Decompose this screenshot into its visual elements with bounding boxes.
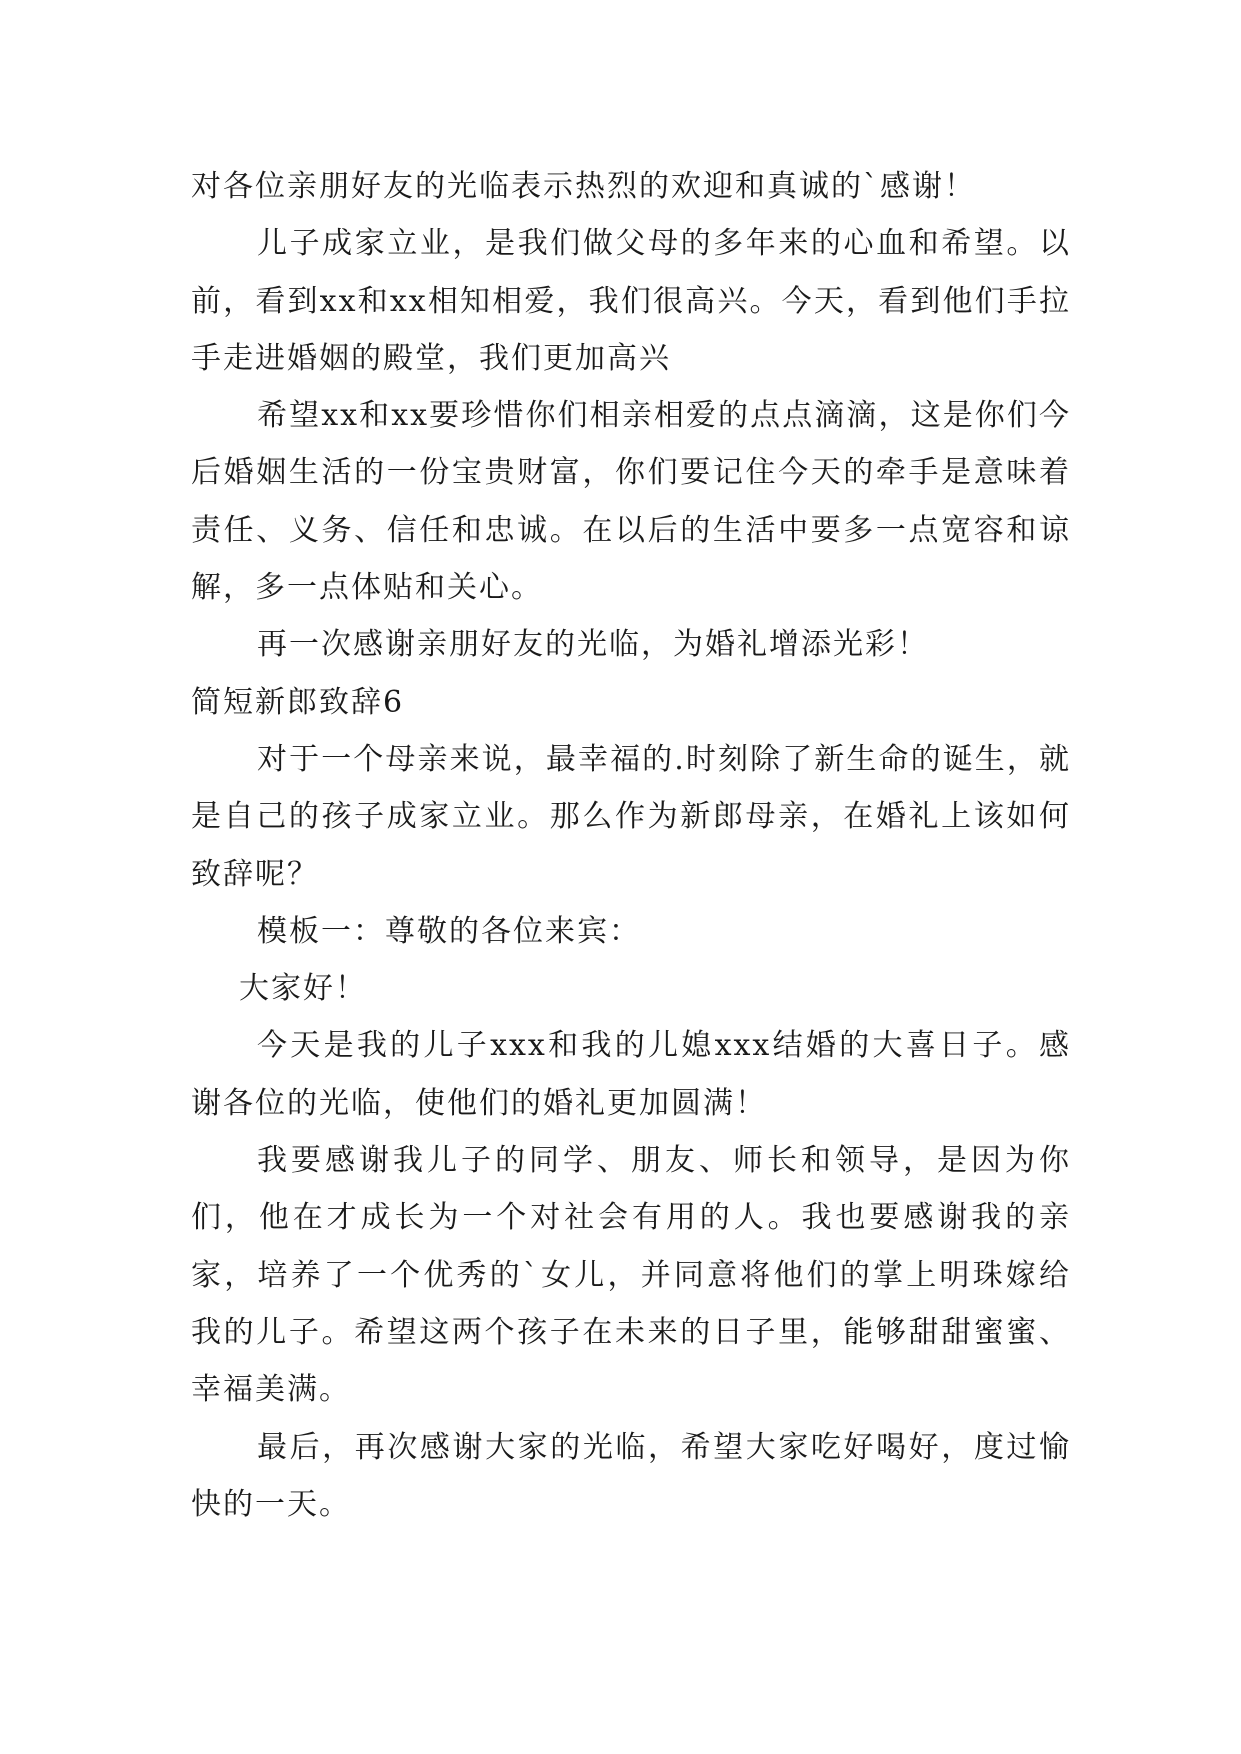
- paragraph-intro: 对于一个母亲来说，最幸福的.时刻除了新生命的诞生，就是自己的孩子成家立业。那么作为新郎母亲，在婚礼上该如何致辞呢？: [191, 741, 1071, 892]
- paragraph-final-thanks: 最后，再次感谢大家的光临，希望大家吃好喝好，度过愉快的一天。: [191, 1429, 1071, 1522]
- paragraph-parents-hope: 儿子成家立业，是我们做父母的多年来的心血和希望。以前，看到xx和xx相知相爱，我们很高兴。今天，看到他们手拉手走进婚姻的殿堂，我们更加高兴: [191, 226, 1071, 376]
- paragraph-template-title: 模板一：尊敬的各位来宾：: [257, 913, 641, 949]
- section-heading: 简短新郎致辞6: [191, 684, 405, 720]
- paragraph-wedding-day: 今天是我的儿子xxx和我的儿媳xxx结婚的大喜日子。感谢各位的光临，使他们的婚礼更加圆满！: [191, 1028, 1071, 1121]
- document-body: [191, 158, 1071, 1533]
- paragraph-thanks-again: 再一次感谢亲朋好友的光临，为婚礼增添光彩！: [257, 627, 929, 663]
- paragraph-cherish: 希望xx和xx要珍惜你们相亲相爱的点点滴滴，这是你们今后婚姻生活的一份宝贵财富，你们要记住今天的牵手是意味着责任、义务、信任和忠诚。在以后的生活中要多一点宽容和谅解，多一点体贴和关心。: [191, 398, 1071, 606]
- paragraph-greeting: 大家好！: [239, 971, 367, 1007]
- paragraph-closing-thanks: 对各位亲朋好友的光临表示热烈的欢迎和真诚的`感谢！: [191, 169, 976, 204]
- paragraph-gratitude: 我要感谢我儿子的同学、朋友、师长和领导，是因为你们，他在才成长为一个对社会有用的人。我也要感谢我的亲家，培养了一个优秀的`女儿，并同意将他们的掌上明珠嫁给我的儿子。希望这两个孩子在未来的日子里，能够甜甜蜜蜜、幸福美满。: [191, 1143, 1071, 1408]
